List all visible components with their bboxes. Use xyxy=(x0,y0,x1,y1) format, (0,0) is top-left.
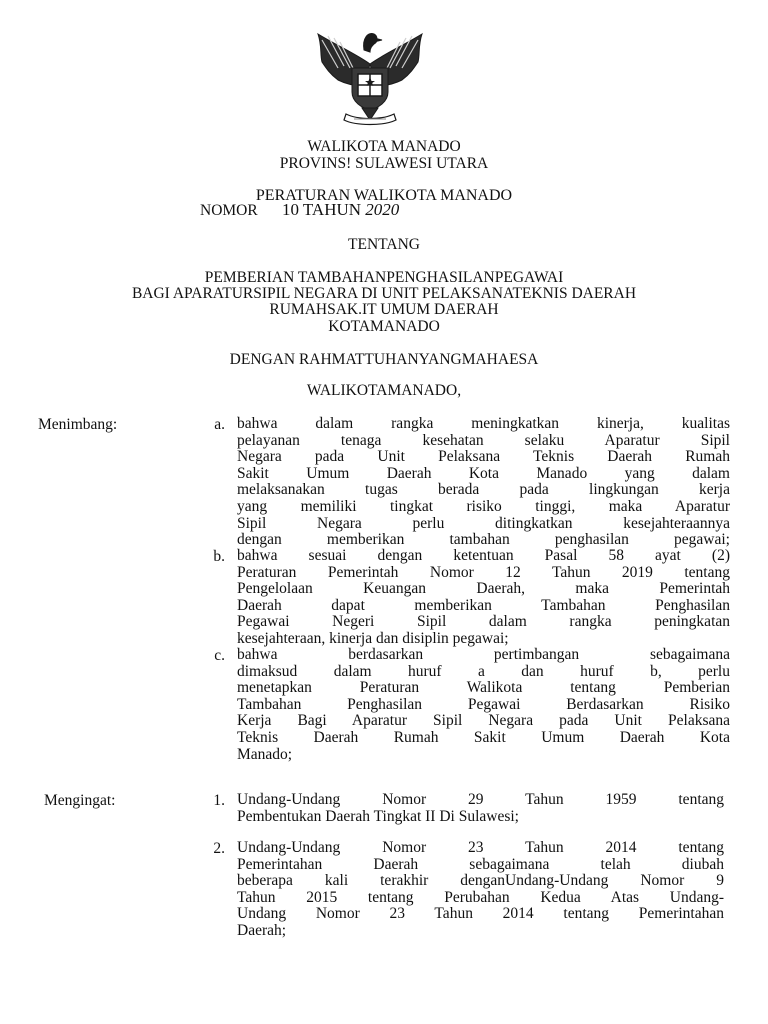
text-line: dimaksud dalam huruf a dan huruf b, perlu xyxy=(237,662,730,680)
text-line: Tahun 2015 tentang Perubahan Kedua Atas Undang- xyxy=(237,888,724,906)
menimbang-item-c xyxy=(237,647,730,763)
subject-line-3: RUMAHSAK.IT UMUM DAERAH xyxy=(269,301,499,318)
text-line: Pengelolaan Keuangan Daerah, maka Pemerintah xyxy=(237,580,730,598)
item-marker: a. xyxy=(214,416,225,433)
item-marker: 1. xyxy=(213,792,225,809)
regulation-title: PERATURAN WALIKOTA MANADO xyxy=(255,187,513,204)
text-line: Negara pada Unit Pelaksana Teknis Daerah Rumah xyxy=(237,448,730,466)
subject-line-1: PEMBERIAN TAMBAHANPENGHASILANPEGAWAI xyxy=(204,269,564,286)
menimbang-item-a xyxy=(237,416,730,549)
header-province: PROVINS! SULAWESI UTARA xyxy=(279,155,489,172)
text-line: Daerah; xyxy=(237,921,287,939)
text-line: Peraturan Pemerintah Nomor 12 Tahun 2019 tentang xyxy=(237,563,730,581)
text-line: Undang-Undang Nomor 23 Tahun 2014 tentang xyxy=(237,839,724,856)
mengingat-item-2 xyxy=(237,840,724,940)
text-line: Pemerintahan Daerah sebagaimana telah diubah xyxy=(237,855,724,873)
text-line: pelayanan tenaga kesehatan selaku Aparatur Sipil xyxy=(237,431,730,449)
text-line: bahwa berdasarkan pertimbangan sebagaimana xyxy=(237,646,730,663)
text-line: Undang Nomor 23 Tahun 2014 tentang Pemerintahan xyxy=(237,905,724,923)
text-line: kesejahteraan, kinerja dan disiplin pegawai; xyxy=(237,629,509,647)
tentang-heading: TENTANG xyxy=(348,236,420,253)
text-line: Undang-Undang Nomor 29 Tahun 1959 tentang xyxy=(237,791,724,808)
subject-line-2: BAGI APARATURSIPIL NEGARA DI UNIT PELAKSANATEKNIS DAERAH xyxy=(131,285,637,302)
rahmat-heading: DENGAN RAHMATTUHANYANGMAHAESA xyxy=(229,351,539,368)
item-marker: 2. xyxy=(213,840,225,857)
text-line: bahwa dalam rangka meningkatkan kinerja, kualitas xyxy=(237,415,730,432)
garuda-emblem-icon xyxy=(308,24,432,128)
text-line: yang memiliki tingkat risiko tinggi, maka Aparatur xyxy=(237,497,730,515)
regulation-number xyxy=(200,200,399,220)
text-line: melaksanakan tugas berada pada lingkungan kerja xyxy=(237,481,730,499)
nomor-label: NOMOR xyxy=(200,202,258,219)
menimbang-item-b xyxy=(237,548,730,648)
subject-line-4: KOTAMANADO xyxy=(328,318,440,335)
item-marker: b. xyxy=(213,548,225,565)
text-line: beberapa kali terakhir denganUndang-Undang Nomor 9 xyxy=(237,872,724,890)
text-line: dengan memberikan tambahan penghasilan pegawai; xyxy=(237,531,730,549)
mengingat-label: Mengingat: xyxy=(44,792,116,809)
menimbang-label: Menimbang: xyxy=(38,416,118,433)
text-line: Sakit Umum Daerah Kota Manado yang dalam xyxy=(237,464,730,482)
text-line: bahwa sesuai dengan ketentuan Pasal 58 ayat (2) xyxy=(237,547,730,564)
text-line: Kerja Bagi Aparatur Sipil Negara pada Unit Pelaksana xyxy=(237,712,730,730)
item-marker: c. xyxy=(214,647,225,664)
text-line: Pembentukan Daerah Tingkat II Di Sulawesi; xyxy=(237,807,519,825)
nomor-year: 2020 xyxy=(365,200,400,219)
text-line: Pegawai Negeri Sipil dalam rangka peningkatan xyxy=(237,613,730,631)
header-walikota: WALIKOTA MANADO xyxy=(307,138,461,155)
text-line: menetapkan Peraturan Walikota tentang Pemberian xyxy=(237,679,730,697)
text-line: Teknis Daerah Rumah Sakit Umum Daerah Kota xyxy=(237,728,730,746)
nomor-value: 10 TAHUN xyxy=(281,200,362,219)
text-line: Manado; xyxy=(237,745,293,763)
text-line: Daerah dapat memberikan Tambahan Penghasilan xyxy=(237,596,730,614)
mengingat-item-1 xyxy=(237,792,724,825)
walikota-heading: WALIKOTAMANADO, xyxy=(306,382,462,399)
text-line: Tambahan Penghasilan Pegawai Berdasarkan Risiko xyxy=(237,695,730,713)
text-line: Sipil Negara perlu ditingkatkan kesejahteraannya xyxy=(237,514,730,532)
